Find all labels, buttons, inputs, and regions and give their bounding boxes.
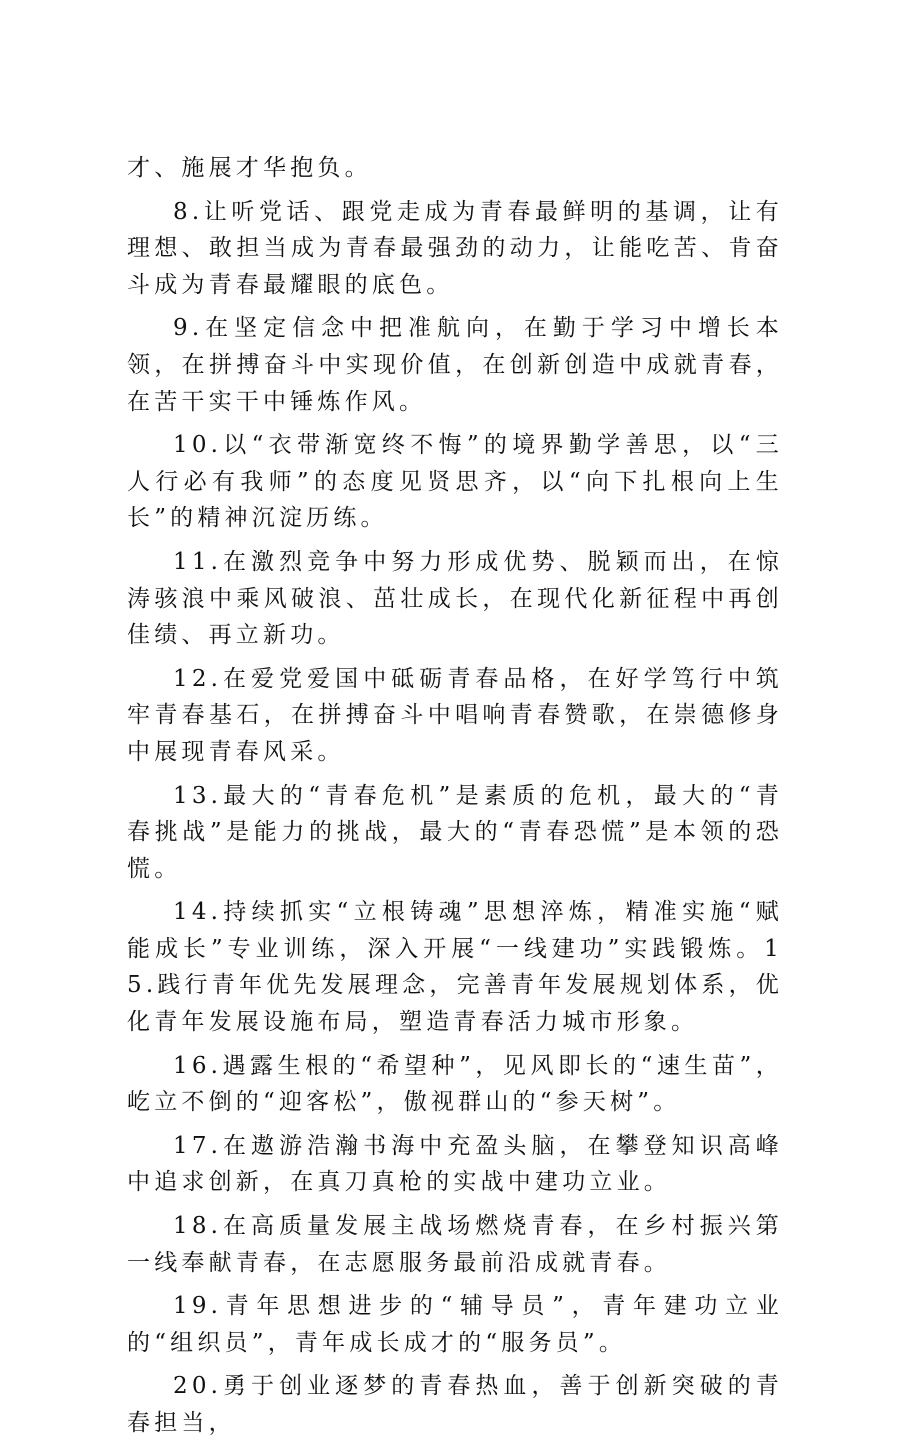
paragraph-8: 8.让听党话、跟党走成为青春最鲜明的基调，让有理想、敢担当成为青春最强劲的动力，让能吃苦、肯奋斗成为青春最耀眼的底色。 — [127, 198, 783, 298]
paragraph-10: 10.以“衣带渐宽终不悔”的境界勤学善思，以“三人行必有我师”的态度见贤思齐，以“向下扎根向上生长”的精神沉淀历练。 — [127, 432, 783, 532]
paragraph-12: 12.在爱党爱国中砥砺青春品格，在好学笃行中筑牢青春基石，在拼搏奋斗中唱响青春赞歌，在崇德修身中展现青春风采。 — [127, 665, 783, 765]
paragraph-11: 11.在激烈竞争中努力形成优势、脱颖而出，在惊涛骇浪中乘风破浪、茁壮成长，在现代化新征程中再创佳绩、再立新功。 — [127, 548, 783, 649]
paragraph-20: 20.勇于创业逐梦的青春热血，善于创新突破的青春担当， — [127, 1373, 783, 1436]
paragraph-16: 16.遇露生根的“希望种”，见风即长的“速生苗”，屹立不倒的“迎客松”，傲视群山的“参天树”。 — [127, 1052, 783, 1116]
paragraph-13: 13.最大的“青春危机”是素质的危机，最大的“青春挑战”是能力的挑战，最大的“青春恐慌”是本领的恐慌。 — [127, 782, 783, 882]
paragraph-continued: 才、施展才华抱负。 — [127, 155, 372, 181]
document-page — [127, 150, 783, 1449]
paragraph-14-15: 14.持续抓实“立根铸魂”思想淬炼，精准实施“赋能成长”专业训练，深入开展“一线建功”实践锻炼。15.践行青年优先发展理念，完善青年发展规划体系，优化青年发展设施布局，塑造青春活力城市形象。 — [127, 899, 783, 1036]
paragraph-19: 19.青年思想进步的“辅导员”，青年建功立业的“组织员”，青年成长成才的“服务员”。 — [127, 1293, 783, 1356]
paragraph-17: 17.在遨游浩瀚书海中充盈头脑，在攀登知识高峰中追求创新，在真刀真枪的实战中建功立业。 — [127, 1132, 783, 1196]
paragraph-18: 18.在高质量发展主战场燃烧青春，在乡村振兴第一线奉献青春，在志愿服务最前沿成就青春。 — [127, 1213, 783, 1276]
paragraph-9: 9.在坚定信念中把准航向，在勤于学习中增长本领，在拼搏奋斗中实现价值，在创新创造中成就青春，在苦干实干中锤炼作风。 — [127, 315, 783, 415]
